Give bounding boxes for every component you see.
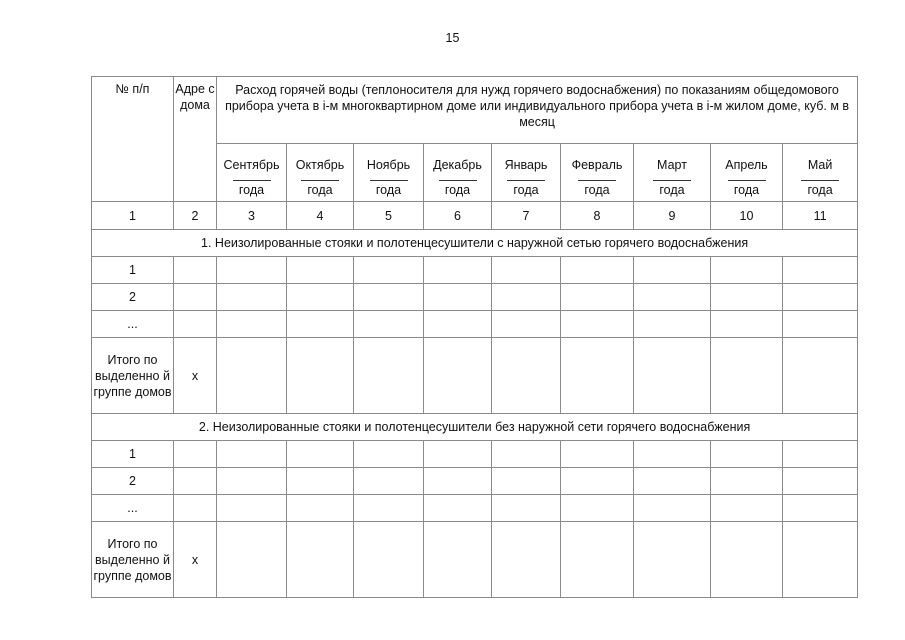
empty-cell: [711, 468, 783, 495]
month-cell: [424, 144, 492, 202]
table-row: [92, 257, 858, 284]
empty-cell: [217, 468, 287, 495]
empty-cell: [174, 284, 217, 311]
empty-cell: [354, 441, 424, 468]
empty-cell: [634, 441, 711, 468]
empty-cell: [711, 257, 783, 284]
empty-cell: [424, 522, 492, 598]
row-number: 1: [92, 441, 174, 468]
month-cell: [217, 144, 287, 202]
total-label: Итого по выделенно й группе домов: [92, 522, 174, 598]
month-cell: [634, 144, 711, 202]
empty-cell: [354, 311, 424, 338]
empty-cell: [634, 284, 711, 311]
empty-cell: [354, 338, 424, 414]
empty-cell: [287, 257, 354, 284]
column-number: 6: [424, 202, 492, 230]
column-number: 9: [634, 202, 711, 230]
row-number: ...: [92, 311, 174, 338]
empty-cell: [561, 257, 634, 284]
month-cell: [783, 144, 858, 202]
empty-cell: [783, 338, 858, 414]
month-label: Март: [657, 157, 687, 172]
empty-cell: [217, 284, 287, 311]
empty-cell: [174, 311, 217, 338]
month-label: Май: [807, 157, 833, 172]
empty-cell: [354, 284, 424, 311]
empty-cell: [783, 311, 858, 338]
column-number: 2: [174, 202, 217, 230]
empty-cell: [354, 257, 424, 284]
empty-cell: [424, 284, 492, 311]
empty-cell: [492, 495, 561, 522]
empty-cell: [174, 495, 217, 522]
empty-cell: [174, 257, 217, 284]
empty-cell: [492, 284, 561, 311]
year-label: года: [584, 182, 610, 197]
empty-cell: [217, 522, 287, 598]
section-title: 2. Неизолированные стояки и полотенцесушители без наружной сети горячего водоснабжения: [92, 414, 858, 441]
column-number: 11: [783, 202, 858, 230]
table-row: [92, 311, 858, 338]
empty-cell: [634, 257, 711, 284]
column-number: 8: [561, 202, 634, 230]
empty-cell: [783, 522, 858, 598]
empty-cell: [492, 441, 561, 468]
column-number: 5: [354, 202, 424, 230]
header-number: № п/п: [92, 77, 174, 202]
section-row: [92, 414, 858, 441]
empty-cell: [492, 522, 561, 598]
empty-cell: [217, 311, 287, 338]
empty-cell: [783, 441, 858, 468]
empty-cell: [217, 257, 287, 284]
total-mark: x: [174, 338, 217, 414]
month-label: Сентябрь: [223, 157, 280, 172]
empty-cell: [492, 468, 561, 495]
empty-cell: [634, 522, 711, 598]
empty-cell: [634, 311, 711, 338]
header-address: Адре с дома: [174, 77, 217, 202]
empty-cell: [561, 284, 634, 311]
month-cell: [287, 144, 354, 202]
row-number: 2: [92, 468, 174, 495]
column-number: 7: [492, 202, 561, 230]
empty-cell: [711, 311, 783, 338]
empty-cell: [561, 338, 634, 414]
row-number: 2: [92, 284, 174, 311]
empty-cell: [287, 495, 354, 522]
empty-cell: [287, 311, 354, 338]
row-number: ...: [92, 495, 174, 522]
empty-cell: [217, 495, 287, 522]
year-label: года: [659, 182, 685, 197]
empty-cell: [174, 441, 217, 468]
empty-cell: [424, 257, 492, 284]
month-cell: [354, 144, 424, 202]
table-row: [92, 284, 858, 311]
year-label: года: [375, 182, 402, 197]
column-number: 4: [287, 202, 354, 230]
empty-cell: [634, 468, 711, 495]
empty-cell: [424, 495, 492, 522]
empty-cell: [424, 311, 492, 338]
empty-cell: [217, 441, 287, 468]
year-label: года: [733, 182, 760, 197]
total-row: [92, 338, 858, 414]
month-label: Апрель: [725, 157, 768, 172]
column-number-row: [92, 202, 858, 230]
empty-cell: [711, 284, 783, 311]
empty-cell: [783, 284, 858, 311]
month-label: Ноябрь: [366, 157, 411, 172]
month-label: Декабрь: [433, 157, 482, 172]
column-number: 1: [92, 202, 174, 230]
empty-cell: [174, 468, 217, 495]
total-mark: x: [174, 522, 217, 598]
total-row: [92, 522, 858, 598]
empty-cell: [354, 522, 424, 598]
empty-cell: [634, 495, 711, 522]
year-label: года: [307, 182, 333, 197]
empty-cell: [217, 338, 287, 414]
month-label: Январь: [504, 157, 548, 172]
empty-cell: [354, 468, 424, 495]
row-number: 1: [92, 257, 174, 284]
table-row: [92, 468, 858, 495]
consumption-table: [91, 76, 858, 598]
month-label: Февраль: [571, 157, 623, 172]
empty-cell: [287, 338, 354, 414]
month-cell: [711, 144, 783, 202]
empty-cell: [711, 338, 783, 414]
empty-cell: [354, 495, 424, 522]
empty-cell: [783, 468, 858, 495]
empty-cell: [492, 311, 561, 338]
empty-cell: [424, 468, 492, 495]
empty-cell: [783, 257, 858, 284]
column-number: 10: [711, 202, 783, 230]
empty-cell: [287, 468, 354, 495]
empty-cell: [711, 495, 783, 522]
table-row: [92, 441, 858, 468]
empty-cell: [287, 284, 354, 311]
empty-cell: [424, 338, 492, 414]
empty-cell: [783, 495, 858, 522]
total-label: Итого по выделенно й группе домов: [92, 338, 174, 414]
year-label: года: [444, 182, 471, 197]
empty-cell: [561, 468, 634, 495]
empty-cell: [492, 257, 561, 284]
month-cell: [561, 144, 634, 202]
empty-cell: [424, 441, 492, 468]
empty-cell: [561, 522, 634, 598]
table-row: [92, 495, 858, 522]
month-cell: [492, 144, 561, 202]
section-row: [92, 230, 858, 257]
month-label: Октябрь: [295, 157, 345, 172]
year-label: года: [807, 182, 833, 197]
empty-cell: [287, 441, 354, 468]
empty-cell: [711, 441, 783, 468]
empty-cell: [711, 522, 783, 598]
header-consumption: Расход горячей воды (теплоносителя для нужд горячего водоснабжения) по показаниям общедомового прибора учета в i-м многоквартирном доме или индивидуального прибора учета в i-м жилом доме, куб. м в месяц: [217, 77, 858, 144]
empty-cell: [492, 338, 561, 414]
column-number: 3: [217, 202, 287, 230]
empty-cell: [634, 338, 711, 414]
page-number: 15: [445, 31, 460, 45]
header-row: [92, 77, 858, 144]
year-label: года: [238, 182, 265, 197]
empty-cell: [561, 311, 634, 338]
year-label: года: [513, 182, 539, 197]
section-title: 1. Неизолированные стояки и полотенцесушители с наружной сетью горячего водоснабжения: [92, 230, 858, 257]
empty-cell: [561, 495, 634, 522]
empty-cell: [561, 441, 634, 468]
empty-cell: [287, 522, 354, 598]
